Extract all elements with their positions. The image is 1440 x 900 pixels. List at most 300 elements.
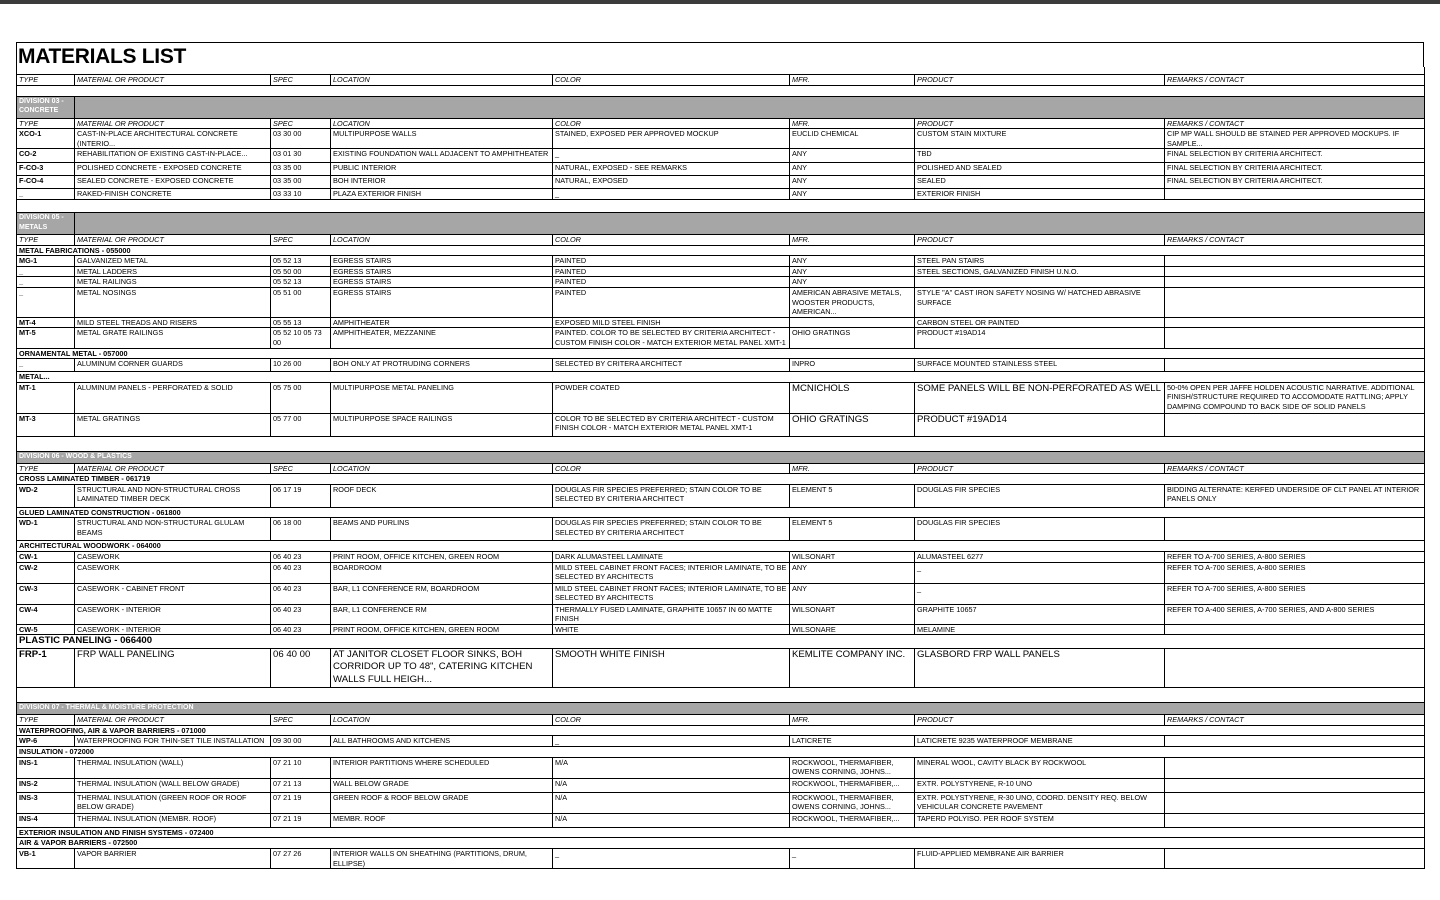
cell-spec: 05 52 13	[271, 256, 331, 267]
cell-product: CUSTOM STAIN MIXTURE	[915, 129, 1165, 149]
header-color: COLOR	[553, 75, 790, 86]
cell-location: GREEN ROOF & ROOF BELOW GRADE	[331, 792, 553, 813]
cell-location: BOH ONLY AT PROTRUDING CORNERS	[331, 359, 553, 372]
header-spec: SPEC	[271, 463, 331, 474]
cell-material: STRUCTURAL AND NON-STRUCTURAL CROSS LAMINATED TIMBER DECK	[75, 484, 271, 507]
cell-type: FRP-1	[17, 648, 75, 687]
table-row[interactable]	[17, 484, 1425, 507]
division-row	[17, 212, 1425, 234]
cell-type: WD-2	[17, 484, 75, 507]
cell-mfr: ANY	[790, 266, 915, 277]
table-row[interactable]	[17, 277, 1425, 288]
header-material: MATERIAL OR PRODUCT	[75, 75, 271, 86]
header-type: TYPE	[17, 75, 75, 86]
cell-color: EXPOSED MILD STEEL FINISH	[553, 317, 790, 328]
cell-type: CW-1	[17, 552, 75, 563]
cell-remarks: REFER TO A-700 SERIES, A-800 SERIES	[1165, 583, 1425, 604]
cell-mfr: ROCKWOOL, THERMAFIBER,...	[790, 778, 915, 792]
header-location: LOCATION	[331, 75, 553, 86]
subsection-row	[17, 541, 1425, 552]
cell-material: ALUMINUM CORNER GUARDS	[75, 359, 271, 372]
table-row[interactable]	[17, 552, 1425, 563]
cell-material: CAST-IN-PLACE ARCHITECTURAL CONCRETE (INTERIO...	[75, 129, 271, 149]
cell-spec: 06 40 23	[271, 562, 331, 583]
cell-location: ROOF DECK	[331, 484, 553, 507]
spacer-cell	[17, 436, 1425, 451]
cell-remarks	[1165, 648, 1425, 687]
cell-material: METAL RAILINGS	[75, 277, 271, 288]
cell-mfr: WILSONARE	[790, 624, 915, 635]
cell-mfr: EUCLID CHEMICAL	[790, 129, 915, 149]
cell-type: MT-4	[17, 317, 75, 328]
spacer-row	[17, 436, 1425, 451]
cell-material: CASEWORK - CABINET FRONT	[75, 583, 271, 604]
cell-remarks: FINAL SELECTION BY CRITERIA ARCHITECT.	[1165, 163, 1425, 176]
cell-spec: 03 35 00	[271, 176, 331, 189]
cell-location: PLAZA EXTERIOR FINISH	[331, 189, 553, 200]
header-color: COLOR	[553, 118, 790, 129]
table-row[interactable]	[17, 266, 1425, 277]
cell-mfr: ANY	[790, 163, 915, 176]
cell-spec: 05 55 13	[271, 317, 331, 328]
subsection-title: AIR & VAPOR BARRIERS - 072500	[17, 838, 1425, 849]
title-row	[16, 42, 1424, 67]
cell-spec: 07 21 13	[271, 778, 331, 792]
cell-spec: 06 40 23	[271, 552, 331, 563]
cell-remarks	[1165, 757, 1425, 778]
table-row[interactable]	[17, 736, 1425, 747]
cell-remarks	[1165, 256, 1425, 267]
cell-material: WATERPROOFING FOR THIN-SET TILE INSTALLATION	[75, 736, 271, 747]
cell-location: EGRESS STAIRS	[331, 256, 553, 267]
cell-mfr: ROCKWOOL, THERMAFIBER,...	[790, 813, 915, 827]
header-location: LOCATION	[331, 714, 553, 725]
cell-remarks	[1165, 413, 1425, 436]
cell-spec: 05 51 00	[271, 287, 331, 317]
cell-material: METAL GRATINGS	[75, 413, 271, 436]
cell-spec: 05 52 10 05 73 00	[271, 328, 331, 348]
subsection-row	[17, 725, 1425, 736]
cell-remarks	[1165, 778, 1425, 792]
cell-type: CW-2	[17, 562, 75, 583]
cell-location: AMPHITHEATER, MEZZANINE	[331, 328, 553, 348]
cell-type: _	[17, 277, 75, 288]
cell-product: GRAPHITE 10657	[915, 604, 1165, 624]
cell-material: METAL NOSINGS	[75, 287, 271, 317]
cell-color: PAINTED	[553, 287, 790, 317]
cell-color: MILD STEEL CABINET FRONT FACES; INTERIOR LAMINATE, TO BE SELECTED BY ARCHITECTS	[553, 583, 790, 604]
cell-color: M/A	[553, 757, 790, 778]
header-row	[17, 714, 1425, 725]
window-top-bar	[0, 0, 1440, 4]
cell-spec: 03 35 00	[271, 163, 331, 176]
cell-spec: 06 40 23	[271, 624, 331, 635]
division-row	[17, 451, 1425, 463]
header-location: LOCATION	[331, 463, 553, 474]
cell-location: BAR, L1 CONFERENCE RM	[331, 604, 553, 624]
cell-type: INS-3	[17, 792, 75, 813]
cell-color: NATURAL, EXPOSED - SEE REMARKS	[553, 163, 790, 176]
cell-color: DOUGLAS FIR SPECIES PREFERRED; STAIN COLOR TO BE SELECTED BY CRITERIA ARCHITECT	[553, 484, 790, 507]
cell-location: INTERIOR WALLS ON SHEATHING (PARTITIONS, DRUM, ELLIPSE)	[331, 848, 553, 868]
subsection-row	[17, 507, 1425, 518]
cell-product: LATICRETE 9235 WATERPROOF MEMBRANE	[915, 736, 1165, 747]
cell-remarks: FINAL SELECTION BY CRITERIA ARCHITECT.	[1165, 149, 1425, 163]
cell-type: CW-4	[17, 604, 75, 624]
materials-table	[16, 67, 1425, 869]
table-row[interactable]	[17, 256, 1425, 267]
table-row[interactable]	[17, 317, 1425, 328]
cell-spec: 06 18 00	[271, 518, 331, 541]
header-remarks: REMARKS / CONTACT	[1165, 118, 1425, 129]
cell-material: SEALED CONCRETE - EXPOSED CONCRETE	[75, 176, 271, 189]
cell-material: METAL GRATE RAILINGS	[75, 328, 271, 348]
spacer-cell	[17, 67, 1425, 75]
header-location: LOCATION	[331, 118, 553, 129]
cell-product: STYLE "A" CAST IRON SAFETY NOSING W/ HATCHED ABRASIVE SURFACE	[915, 287, 1165, 317]
cell-location: AMPHITHEATER	[331, 317, 553, 328]
cell-material: METAL LADDERS	[75, 266, 271, 277]
spacer-row	[17, 687, 1425, 702]
cell-mfr: ANY	[790, 189, 915, 200]
division-fill	[75, 212, 1425, 234]
cell-mfr: KEMLITE COMPANY INC.	[790, 648, 915, 687]
cell-product: SURFACE MOUNTED STAINLESS STEEL	[915, 359, 1165, 372]
cell-type: _	[17, 287, 75, 317]
cell-location: BAR, L1 CONFERENCE RM, BOARDROOM	[331, 583, 553, 604]
cell-material: CASEWORK	[75, 552, 271, 563]
cell-color: _	[553, 149, 790, 163]
cell-location: PRINT ROOM, OFFICE KITCHEN, GREEN ROOM	[331, 552, 553, 563]
cell-location: AT JANITOR CLOSET FLOOR SINKS, BOH CORRIDOR UP TO 48", CATERING KITCHEN WALLS FULL HEIGH...	[331, 648, 553, 687]
table-row[interactable]	[17, 287, 1425, 317]
header-mfr: MFR.	[790, 714, 915, 725]
table-row[interactable]	[17, 518, 1425, 541]
spacer-cell	[17, 199, 1425, 212]
cell-spec: 07 21 19	[271, 792, 331, 813]
cell-remarks: CIP MP WALL SHOULD BE STAINED PER APPROVED MOCKUPS. IF SAMPLE...	[1165, 129, 1425, 149]
header-spec: SPEC	[271, 118, 331, 129]
cell-spec: 09 30 00	[271, 736, 331, 747]
cell-location: BEAMS AND PURLINS	[331, 518, 553, 541]
header-color: COLOR	[553, 714, 790, 725]
table-row[interactable]	[17, 757, 1425, 778]
cell-mfr: ELEMENT 5	[790, 484, 915, 507]
spacer-cell	[17, 85, 1425, 96]
cell-remarks	[1165, 189, 1425, 200]
header-spec: SPEC	[271, 75, 331, 86]
header-mfr: MFR.	[790, 118, 915, 129]
cell-product: _	[915, 562, 1165, 583]
table-row[interactable]	[17, 328, 1425, 348]
cell-remarks	[1165, 624, 1425, 635]
cell-mfr: LATICRETE	[790, 736, 915, 747]
cell-mfr: MCNICHOLS	[790, 382, 915, 413]
cell-color: _	[553, 736, 790, 747]
cell-color: PAINTED	[553, 256, 790, 267]
header-spec: SPEC	[271, 714, 331, 725]
cell-mfr: ANY	[790, 176, 915, 189]
cell-mfr: ANY	[790, 277, 915, 288]
cell-spec: 05 75 00	[271, 382, 331, 413]
subsection-title: GLUED LAMINATED CONSTRUCTION - 061800	[17, 507, 1425, 518]
table-row[interactable]	[17, 562, 1425, 583]
cell-mfr: ANY	[790, 256, 915, 267]
header-row	[17, 118, 1425, 129]
table-row[interactable]	[17, 176, 1425, 189]
cell-mfr: _	[790, 848, 915, 868]
table-row[interactable]	[17, 359, 1425, 372]
cell-remarks	[1165, 328, 1425, 348]
cell-color: NATURAL, EXPOSED	[553, 176, 790, 189]
cell-spec: 05 77 00	[271, 413, 331, 436]
cell-location: MULTIPURPOSE METAL PANELING	[331, 382, 553, 413]
subsection-row	[17, 838, 1425, 849]
cell-product: DOUGLAS FIR SPECIES	[915, 484, 1165, 507]
cell-spec: 03 30 00	[271, 129, 331, 149]
table-row[interactable]	[17, 792, 1425, 813]
cell-type: INS-2	[17, 778, 75, 792]
cell-location: MULTIPURPOSE WALLS	[331, 129, 553, 149]
division-title: DIVISION 03 - CONCRETE	[17, 96, 75, 118]
cell-color: DOUGLAS FIR SPECIES PREFERRED; STAIN COLOR TO BE SELECTED BY CRITERIA ARCHITECT	[553, 518, 790, 541]
subsection-row	[17, 474, 1425, 485]
table-row[interactable]	[17, 848, 1425, 868]
cell-location: ALL BATHROOMS AND KITCHENS	[331, 736, 553, 747]
cell-type: _	[17, 266, 75, 277]
cell-spec: 07 21 10	[271, 757, 331, 778]
table-row[interactable]	[17, 129, 1425, 149]
table-row[interactable]	[17, 163, 1425, 176]
subsection-row	[17, 827, 1425, 838]
table-row[interactable]	[17, 583, 1425, 604]
cell-location: PUBLIC INTERIOR	[331, 163, 553, 176]
cell-color: POWDER COATED	[553, 382, 790, 413]
subsection-row	[17, 747, 1425, 758]
cell-location: MULTIPURPOSE SPACE RAILINGS	[331, 413, 553, 436]
table-row[interactable]	[17, 604, 1425, 624]
cell-material: THERMAL INSULATION (WALL)	[75, 757, 271, 778]
materials-sheet	[16, 42, 1424, 869]
spacer-row	[17, 199, 1425, 212]
header-material: MATERIAL OR PRODUCT	[75, 714, 271, 725]
division-row	[17, 96, 1425, 118]
cell-color: DARK ALUMASTEEL LAMINATE	[553, 552, 790, 563]
cell-mfr: INPRO	[790, 359, 915, 372]
cell-product: PRODUCT #19AD14	[915, 328, 1165, 348]
cell-location: EXISTING FOUNDATION WALL ADJACENT TO AMPHITHEATER	[331, 149, 553, 163]
cell-product: PRODUCT #19AD14	[915, 413, 1165, 436]
spacer-row	[17, 85, 1425, 96]
cell-color: THERMALLY FUSED LAMINATE, GRAPHITE 10657 IN 60 MATTE FINISH	[553, 604, 790, 624]
cell-material: CASEWORK - INTERIOR	[75, 604, 271, 624]
cell-mfr: OHIO GRATINGS	[790, 328, 915, 348]
cell-spec: 07 21 19	[271, 813, 331, 827]
cell-remarks	[1165, 813, 1425, 827]
header-color: COLOR	[553, 234, 790, 245]
cell-type: MT-1	[17, 382, 75, 413]
table-row[interactable]	[17, 149, 1425, 163]
cell-material: CASEWORK	[75, 562, 271, 583]
cell-remarks	[1165, 266, 1425, 277]
cell-location: INTERIOR PARTITIONS WHERE SCHEDULED	[331, 757, 553, 778]
header-row	[17, 75, 1425, 86]
cell-material: FRP WALL PANELING	[75, 648, 271, 687]
table-row[interactable]	[17, 813, 1425, 827]
header-mfr: MFR.	[790, 75, 915, 86]
cell-type: _	[17, 189, 75, 200]
cell-color: _	[553, 848, 790, 868]
cell-type: MT-5	[17, 328, 75, 348]
cell-mfr: WILSONART	[790, 552, 915, 563]
cell-type: MT-3	[17, 413, 75, 436]
cell-color: _	[553, 189, 790, 200]
header-row	[17, 463, 1425, 474]
table-row[interactable]	[17, 778, 1425, 792]
header-color: COLOR	[553, 463, 790, 474]
cell-remarks	[1165, 287, 1425, 317]
cell-color: PAINTED	[553, 266, 790, 277]
cell-mfr: OHIO GRATINGS	[790, 413, 915, 436]
cell-color: WHITE	[553, 624, 790, 635]
cell-color: N/A	[553, 813, 790, 827]
cell-mfr: ANY	[790, 149, 915, 163]
cell-product: ALUMASTEEL 6277	[915, 552, 1165, 563]
header-product: PRODUCT	[915, 75, 1165, 86]
header-remarks: REMARKS / CONTACT	[1165, 714, 1425, 725]
subsection-title: CROSS LAMINATED TIMBER - 061719	[17, 474, 1425, 485]
cell-type: CO-2	[17, 149, 75, 163]
header-product: PRODUCT	[915, 118, 1165, 129]
cell-type: INS-1	[17, 757, 75, 778]
cell-material: MILD STEEL TREADS AND RISERS	[75, 317, 271, 328]
cell-material: REHABILITATION OF EXISTING CAST-IN-PLACE...	[75, 149, 271, 163]
cell-color: SELECTED BY CRITERA ARCHITECT	[553, 359, 790, 372]
cell-product: GLASBORD FRP WALL PANELS	[915, 648, 1165, 687]
cell-product: POLISHED AND SEALED	[915, 163, 1165, 176]
cell-remarks	[1165, 518, 1425, 541]
cell-type: _	[17, 359, 75, 372]
cell-spec: 05 52 13	[271, 277, 331, 288]
table-row[interactable]	[17, 189, 1425, 200]
cell-product: MELAMINE	[915, 624, 1165, 635]
header-location: LOCATION	[331, 234, 553, 245]
subsection-row	[17, 348, 1425, 359]
cell-mfr: ANY	[790, 562, 915, 583]
header-remarks: REMARKS / CONTACT	[1165, 234, 1425, 245]
subsection-title: EXTERIOR INSULATION AND FINISH SYSTEMS - 072400	[17, 827, 1425, 838]
cell-mfr: ELEMENT 5	[790, 518, 915, 541]
cell-product: TBD	[915, 149, 1165, 163]
cell-product: DOUGLAS FIR SPECIES	[915, 518, 1165, 541]
subsection-title: ARCHITECTURAL WOODWORK - 064000	[17, 541, 1425, 552]
subsection-row	[17, 372, 1425, 383]
cell-mfr	[790, 317, 915, 328]
header-mfr: MFR.	[790, 463, 915, 474]
cell-type: F-CO-3	[17, 163, 75, 176]
cell-remarks	[1165, 359, 1425, 372]
header-product: PRODUCT	[915, 463, 1165, 474]
cell-location: EGRESS STAIRS	[331, 287, 553, 317]
cell-spec: 07 27 26	[271, 848, 331, 868]
cell-type: CW-3	[17, 583, 75, 604]
subsection-row	[17, 245, 1425, 256]
header-material: MATERIAL OR PRODUCT	[75, 234, 271, 245]
header-row	[17, 234, 1425, 245]
cell-product: EXTERIOR FINISH	[915, 189, 1165, 200]
cell-material: THERMAL INSULATION (MEMBR. ROOF)	[75, 813, 271, 827]
cell-color: N/A	[553, 778, 790, 792]
cell-product: EXTR. POLYSTYRENE, R-30 UNO, COORD. DENSITY REQ. BELOW VEHICULAR CONCRETE PAVEMENT	[915, 792, 1165, 813]
cell-product	[915, 277, 1165, 288]
cell-location: PRINT ROOM, OFFICE KITCHEN, GREEN ROOM	[331, 624, 553, 635]
cell-product: STEEL PAN STAIRS	[915, 256, 1165, 267]
header-product: PRODUCT	[915, 234, 1165, 245]
cell-type: WD-1	[17, 518, 75, 541]
table-row[interactable]	[17, 624, 1425, 635]
cell-mfr: ANY	[790, 583, 915, 604]
cell-location: EGRESS STAIRS	[331, 277, 553, 288]
cell-product: MINERAL WOOL, CAVITY BLACK BY ROCKWOOL	[915, 757, 1165, 778]
cell-remarks	[1165, 736, 1425, 747]
cell-spec: 03 01 30	[271, 149, 331, 163]
cell-product: _	[915, 583, 1165, 604]
cell-material: POLISHED CONCRETE - EXPOSED CONCRETE	[75, 163, 271, 176]
division-row	[17, 702, 1425, 714]
cell-remarks	[1165, 848, 1425, 868]
header-product: PRODUCT	[915, 714, 1165, 725]
cell-type: VB-1	[17, 848, 75, 868]
cell-product: STEEL SECTIONS, GALVANIZED FINISH U.N.O.	[915, 266, 1165, 277]
cell-spec: 10 26 00	[271, 359, 331, 372]
header-type: TYPE	[17, 118, 75, 129]
cell-remarks: FINAL SELECTION BY CRITERIA ARCHITECT.	[1165, 176, 1425, 189]
cell-spec: 06 40 00	[271, 648, 331, 687]
cell-material: VAPOR BARRIER	[75, 848, 271, 868]
cell-location: WALL BELOW GRADE	[331, 778, 553, 792]
header-type: TYPE	[17, 714, 75, 725]
header-type: TYPE	[17, 463, 75, 474]
cell-product: SOME PANELS WILL BE NON-PERFORATED AS WELL	[915, 382, 1165, 413]
division-fill	[75, 96, 1425, 118]
header-mfr: MFR.	[790, 234, 915, 245]
cell-color: STAINED, EXPOSED PER APPROVED MOCKUP	[553, 129, 790, 149]
cell-spec: 05 50 00	[271, 266, 331, 277]
cell-type: F-CO-4	[17, 176, 75, 189]
subsection-title: WATERPROOFING, AIR & VAPOR BARRIERS - 071000	[17, 725, 1425, 736]
cell-mfr: ROCKWOOL, THERMAFIBER, OWENS CORNING, JOHNS...	[790, 792, 915, 813]
header-material: MATERIAL OR PRODUCT	[75, 118, 271, 129]
cell-spec: 03 33 10	[271, 189, 331, 200]
cell-remarks: BIDDING ALTERNATE: KERFED UNDERSIDE OF CLT PANEL AT INTERIOR PANELS ONLY	[1165, 484, 1425, 507]
table-row[interactable]	[17, 382, 1425, 413]
table-row[interactable]	[17, 413, 1425, 436]
cell-material: RAKED-FINISH CONCRETE	[75, 189, 271, 200]
table-row[interactable]	[17, 648, 1425, 687]
cell-material: THERMAL INSULATION (GREEN ROOF OR ROOF BELOW GRADE)	[75, 792, 271, 813]
cell-product: CARBON STEEL OR PAINTED	[915, 317, 1165, 328]
cell-type: WP-6	[17, 736, 75, 747]
cell-remarks: REFER TO A-400 SERIES, A-700 SERIES, AND A-800 SERIES	[1165, 604, 1425, 624]
cell-spec: 06 17 19	[271, 484, 331, 507]
cell-remarks	[1165, 792, 1425, 813]
cell-product: SEALED	[915, 176, 1165, 189]
cell-product: EXTR. POLYSTYRENE, R-10 UNO	[915, 778, 1165, 792]
header-type: TYPE	[17, 234, 75, 245]
cell-color: MILD STEEL CABINET FRONT FACES; INTERIOR LAMINATE, TO BE SELECTED BY ARCHITECTS	[553, 562, 790, 583]
cell-type: XCO-1	[17, 129, 75, 149]
division-title: DIVISION 06 - WOOD & PLASTICS	[17, 451, 1425, 463]
